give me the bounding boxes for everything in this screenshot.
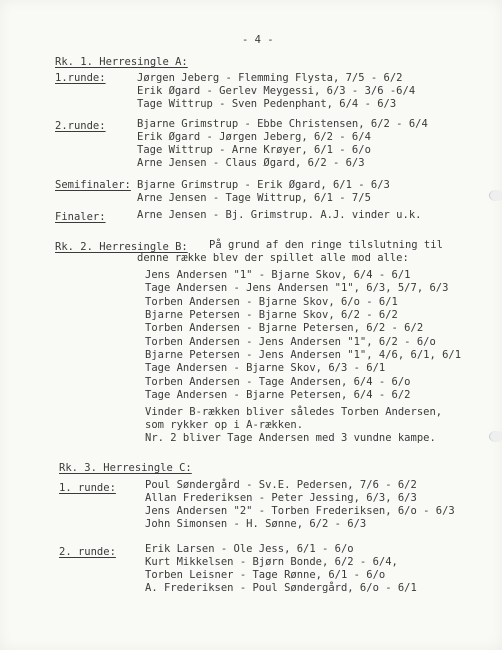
match-result: John Simonsen - H. Sønne, 6/2 - 6/3 <box>145 518 367 530</box>
match-result: Erik Øgard - Gerlev Meygessi, 6/3 - 3/6 -6/4 <box>137 85 416 97</box>
match-result: Torben Andersen - Bjarne Skov, 6/o - 6/1 <box>145 296 398 308</box>
match-result: Jens Andersen "1" - Bjarne Skov, 6/4 - 6/1 <box>145 269 411 281</box>
punch-hole <box>489 431 502 442</box>
summary-text: Nr. 2 bliver Tage Andersen med 3 vundne kampe. <box>145 432 436 444</box>
match-result: Poul Søndergård - Sv.E. Pedersen, 7/6 - 6/2 <box>145 479 417 491</box>
match-result: Kurt Mikkelsen - Bjørn Bonde, 6/2 - 6/4, <box>145 556 398 568</box>
match-result: Bjarne Petersen - Jens Andersen "1", 4/6, 6/1, 6/1 <box>145 349 462 361</box>
match-result: Tage Wittrup - Sven Pedenphant, 6/4 - 6/3 <box>137 98 397 110</box>
match-result: A. Frederiksen - Poul Søndergård, 6/o - 6/1 <box>145 582 417 594</box>
match-result: Torben Andersen - Bjarne Petersen, 6/2 - 6/2 <box>145 322 424 334</box>
match-result: Tage Andersen - Jens Andersen "1", 6/3, 5/7, 6/3 <box>145 282 449 294</box>
page-number: - 4 - <box>242 34 274 46</box>
section-heading: Rk. 2. Herresingle B: <box>55 241 188 253</box>
match-result: Bjarne Grimstrup - Erik Øgard, 6/1 - 6/3 <box>137 179 390 191</box>
match-result: Jens Andersen "2" - Torben Frederiksen, 6/o - 6/3 <box>145 505 455 517</box>
round-label: 1. runde: <box>59 482 116 494</box>
match-result: Bjarne Grimstrup - Ebbe Christensen, 6/2 - 6/4 <box>137 118 428 130</box>
match-result: Erik Larsen - Ole Jess, 6/1 - 6/o <box>145 543 354 555</box>
round-label: Semifinaler: <box>55 179 131 191</box>
match-result: Arne Jensen - Claus Øgard, 6/2 - 6/3 <box>137 157 365 169</box>
round-label: 2.runde: <box>55 120 106 132</box>
summary-text: Vinder B-rækken bliver således Torben Andersen, <box>145 406 443 418</box>
punch-hole <box>489 190 502 201</box>
section-intro: På grund af den ringe tilslutning til <box>209 239 443 251</box>
match-result: Tage Andersen - Bjarne Petersen, 6/4 - 6/2 <box>145 389 411 401</box>
match-result: Tage Wittrup - Arne Krøyer, 6/1 - 6/o <box>137 144 371 156</box>
match-result: Torben Andersen - Tage Andersen, 6/4 - 6/o <box>145 376 411 388</box>
match-result: Torben Leisner - Tage Rønne, 6/1 - 6/o <box>145 569 386 581</box>
match-result: Torben Andersen - Jens Andersen "1", 6/2 - 6/o <box>145 336 436 348</box>
round-label: Finaler: <box>55 211 106 223</box>
match-result: Arne Jensen - Tage Wittrup, 6/1 - 7/5 <box>137 192 371 204</box>
match-result: Tage Andersen - Bjarne Skov, 6/3 - 6/1 <box>145 362 386 374</box>
round-label: 1.runde: <box>55 72 106 84</box>
section-heading: Rk. 3. Herresingle C: <box>59 462 192 474</box>
match-result: Bjarne Petersen - Bjarne Skov, 6/2 - 6/2 <box>145 309 398 321</box>
match-result: Erik Øgard - Jørgen Jeberg, 6/2 - 6/4 <box>137 131 371 143</box>
match-result: Arne Jensen - Bj. Grimstrup. A.J. vinder u.k. <box>137 209 422 221</box>
round-label: 2. runde: <box>59 546 116 558</box>
match-result: Jørgen Jeberg - Flemming Flysta, 7/5 - 6/2 <box>137 72 403 84</box>
section-intro: denne række blev der spillet alle mod alle: <box>137 252 409 264</box>
match-result: Allan Frederiksen - Peter Jessing, 6/3, 6/3 <box>145 492 417 504</box>
summary-text: som rykker op i A-rækken. <box>145 419 304 431</box>
section-heading: Rk. 1. Herresingle A: <box>55 56 188 68</box>
